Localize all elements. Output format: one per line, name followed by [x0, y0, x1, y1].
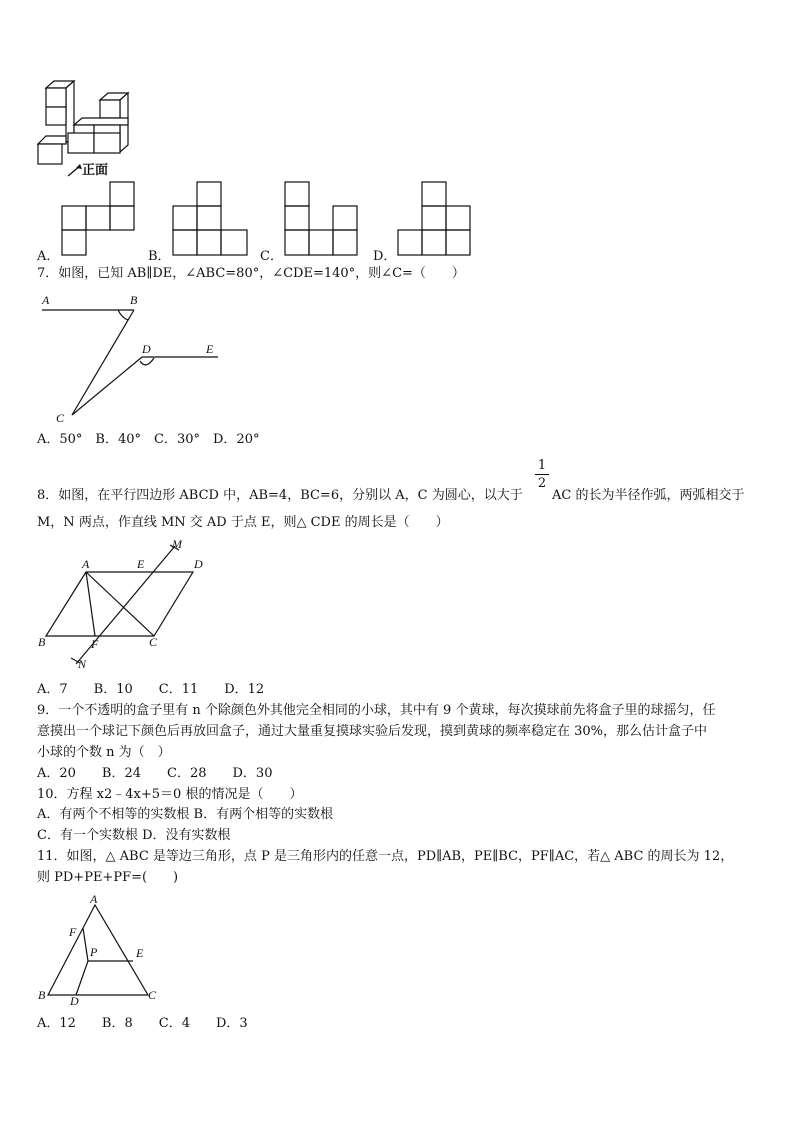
- q7-label-c: C: [56, 411, 65, 425]
- q8-fraction-bar: [535, 474, 549, 475]
- q11-label-p: P: [90, 945, 98, 959]
- q11-label-b: B: [38, 988, 46, 1002]
- q7-label-a: A: [42, 293, 50, 307]
- q10-stem: 10．方程 x2﹣4x+5＝0 根的情况是（ ）: [37, 787, 303, 802]
- q8-figure: [36, 538, 236, 673]
- q8-choices: A．7 B．10 C．11 D．12: [37, 682, 265, 697]
- q8-stem-line1: 8．如图，在平行四边形 ABCD 中，AB=4，BC=6，分别以 A，C 为圆心，以大于: [37, 488, 523, 503]
- q8-label-e: E: [137, 557, 145, 571]
- q11-line1: 11．如图，△ ABC 是等边三角形，点 P 是三角形内的任意一点，PD∥AB，PE∥BC，PF∥AC，若△ ABC 的周长为 12，: [37, 849, 734, 864]
- q11-label-e: E: [136, 946, 144, 960]
- q7-figure: [36, 290, 236, 430]
- q11-label-d: D: [70, 994, 79, 1008]
- q8-label-b: B: [38, 635, 46, 649]
- q7-choices: A．50° B．40° C．30° D．20°: [37, 432, 260, 447]
- q8-label-f: F: [91, 637, 99, 651]
- q10-choices-line2: C．有一个实数根 D．没有实数根: [37, 828, 231, 843]
- option-c-figure: [284, 181, 364, 261]
- option-c-label: C．: [260, 249, 283, 264]
- q8-fraction-denominator: 2: [537, 476, 547, 491]
- q11-choices: A．12 B．8 C．4 D．3: [37, 1016, 248, 1031]
- q8-label-d: D: [194, 557, 203, 571]
- q9-line3: 小球的个数 n 为（ ）: [37, 745, 171, 760]
- option-d-figure: [397, 181, 477, 261]
- q7-stem: 7．如图，已知 AB∥DE，∠ABC=80°，∠CDE=140°，则∠C=（ ）: [37, 266, 465, 281]
- option-a-figure: [61, 181, 141, 261]
- q7-label-e: E: [206, 342, 214, 356]
- q10-choices-line1: A．有两个不相等的实数根 B．有两个相等的实数根: [37, 807, 334, 822]
- q7-label-b: B: [130, 293, 138, 307]
- q8-label-n: N: [78, 657, 87, 671]
- front-view-label: 正面: [82, 163, 109, 178]
- q8-label-m: M: [172, 537, 182, 551]
- q9-line1: 9．一个不透明的盒子里有 n 个除颜色外其他完全相同的小球，其中有 9 个黄球，每次摸球前先将盒子里的球摇匀，任: [37, 703, 716, 718]
- q8-stem-line2: M，N 两点，作直线 MN 交 AD 于点 E，则△ CDE 的周长是（ ）: [37, 515, 449, 530]
- option-a-label: A．: [37, 249, 60, 264]
- q8-label-c: C: [149, 635, 158, 649]
- q8-label-a: A: [82, 557, 90, 571]
- q8-fraction: [535, 458, 549, 491]
- q9-choices: A．20 B．24 C．28 D．30: [37, 766, 273, 781]
- q11-label-c: C: [148, 988, 157, 1002]
- q11-figure: [36, 893, 166, 1008]
- option-b-label: B．: [148, 249, 171, 264]
- option-b-figure: [172, 181, 252, 261]
- q9-line2: 意摸出一个球记下颜色后再放回盒子，通过大量重复摸球实验后发现，摸到黄球的频率稳定在 30%，那么估计盒子中: [37, 724, 708, 739]
- option-d-label: D．: [373, 249, 397, 264]
- q8-fraction-numerator: 1: [537, 458, 547, 473]
- q11-line2: 则 PD+PE+PF=( ): [37, 870, 179, 885]
- q8-stem-line1-tail: AC 的长为半径作弧，两弧相交于: [552, 488, 745, 503]
- q11-label-f: F: [69, 925, 77, 939]
- q7-label-d: D: [142, 342, 151, 356]
- q11-label-a: A: [90, 892, 98, 906]
